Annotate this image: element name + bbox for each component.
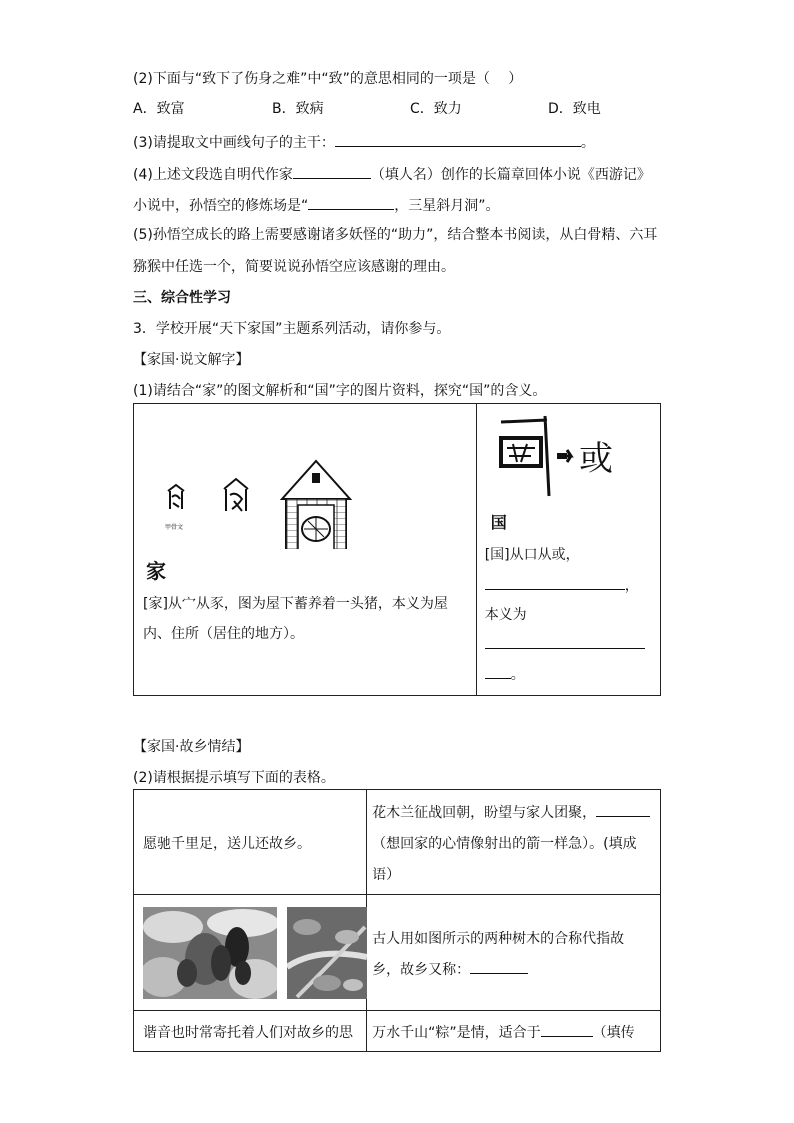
q5-line1: (5)孙悟空成长的路上需要感谢诸多妖怪的“助力”，结合整本书阅读，从白骨精、六耳 [133, 227, 658, 243]
task3-intro: 3．学校开展“天下家国”主题系列活动，请你参与。 [133, 321, 451, 337]
q4-text-b: （填人名）创作的长篇章回体小说《西游记》 [370, 167, 651, 183]
guo-character: 国 [490, 513, 507, 532]
idiom-blank[interactable] [596, 800, 650, 817]
part1-question: (1)请结合“家”的图文解析和“国”字的图片资料，探究“国”的含义。 [133, 383, 547, 399]
q4-line2 [133, 193, 500, 215]
jia-desc-1: [家]从宀从豕，图为屋下蓄养着一头猪，本义为屋 [143, 596, 448, 612]
jia-desc-2: 内、住所（居住的地方）。 [143, 626, 304, 642]
guo-blank-2[interactable] [485, 632, 645, 649]
jia-character: 家 [146, 559, 166, 583]
q3-end: 。 [580, 135, 595, 151]
jia-evolution-image [162, 459, 382, 549]
q2-stem: (2)下面与“致下了伤身之难”中“致”的意思相同的一项是（ ） [133, 71, 523, 87]
row2-left [134, 895, 367, 1011]
q3-answer-blank[interactable] [335, 130, 581, 147]
part2-question: (2)请根据提示填写下面的表格。 [133, 770, 335, 786]
festival-blank[interactable] [541, 1020, 593, 1037]
row2-right [367, 895, 661, 1011]
guo-line4 [485, 629, 645, 661]
guo-line5 [485, 659, 525, 691]
q2-option-c: C．致力 [410, 101, 462, 117]
q4-text-c: 小说中，孙悟空的修炼场是“ [133, 198, 309, 214]
huo-ancient-char: 或 [578, 439, 613, 479]
row1-right-line1 [372, 797, 650, 829]
row1-left-text: 愿驰千里足，送儿还故乡。 [143, 836, 311, 852]
row3-right [367, 1011, 661, 1052]
etymology-table [133, 403, 661, 696]
guo-line1: [国]从口从或， [484, 547, 580, 563]
q4-text-d: ，三星斜月洞”。 [394, 198, 500, 214]
guo-comma: ， [624, 578, 639, 594]
q5-line2: 猕猴中任选一个，简要说说孙悟空应该感谢的理由。 [133, 259, 455, 275]
guo-line2 [485, 570, 639, 602]
guo-blank-3[interactable] [485, 662, 511, 679]
row3-right-text: 万水千山“粽”是情，适合于 [372, 1025, 541, 1041]
row2-right-line1: 古人用如图所示的两种树木的合称代指故 [372, 931, 625, 947]
part2-heading: 【家国·故乡情结】 [133, 739, 250, 755]
q4-line1 [133, 162, 651, 184]
guo-line3: 本义为 [484, 607, 527, 623]
jia-cell [134, 404, 477, 696]
row3-right-line [372, 1017, 635, 1049]
row2-right-text2: 乡，故乡又称： [372, 962, 471, 978]
guo-cell [476, 404, 660, 696]
q4-text-a: (4)上述文段选自明代作家 [133, 167, 293, 183]
q4-place-blank[interactable] [308, 193, 394, 210]
row2-right-line2 [372, 954, 528, 986]
row3-left-text: 谐音也时常寄托着人们对故乡的思 [143, 1025, 353, 1041]
q2-option-b: B．致病 [272, 101, 324, 117]
q3-line [133, 130, 595, 152]
catalpa-photo [287, 907, 367, 999]
guo-end: 。 [510, 667, 525, 683]
q2-option-a: A．致富 [133, 101, 185, 117]
q2-option-d: D．致电 [548, 101, 601, 117]
row3-right-end: （填传 [592, 1025, 635, 1041]
row1-right-line3: 语） [372, 867, 401, 883]
hometown-blank[interactable] [470, 957, 528, 974]
row3-left [134, 1011, 367, 1052]
row1-right [367, 790, 661, 895]
mulberry-photo [143, 907, 277, 999]
guo-evolution-image [487, 412, 647, 502]
oracle-bone-label: 甲骨文 [165, 524, 184, 531]
part1-heading: 【家国·说文解字】 [133, 352, 250, 368]
guo-blank-1[interactable] [485, 573, 625, 590]
row1-left [134, 790, 367, 895]
row1-right-text1: 花木兰征战回朝，盼望与家人团聚， [372, 805, 597, 821]
q3-text: (3)请提取文中画线句子的主干： [133, 135, 335, 151]
homeland-table [133, 789, 661, 1052]
section-title: 三、综合性学习 [133, 290, 231, 306]
row1-right-line2: （想回家的心情像射出的箭一样急）。(填成 [372, 836, 637, 852]
q4-author-blank[interactable] [293, 162, 371, 179]
